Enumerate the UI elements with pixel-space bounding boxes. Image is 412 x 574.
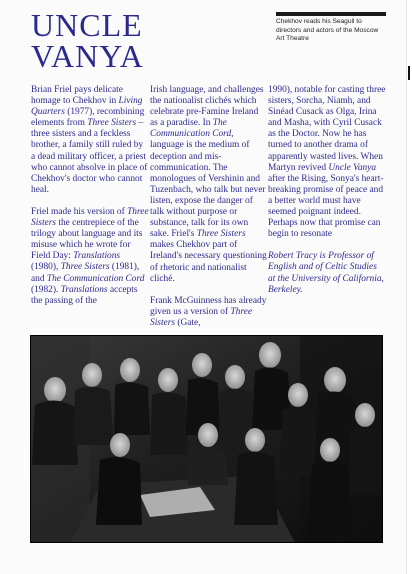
italic-title: Three Sisters xyxy=(87,118,137,129)
photo-illustration xyxy=(30,335,383,543)
text-span: (1982). xyxy=(31,284,61,295)
italic-title: Uncle Vanya xyxy=(328,162,377,173)
photo-caption: Chekhov reads his Seagull to directors and actors of the Moscow Art Theatre xyxy=(276,18,379,42)
paragraph xyxy=(268,85,386,240)
italic-title: Translations xyxy=(60,284,108,295)
italic-title: Living Quarters xyxy=(31,96,143,118)
text-span: (1981), and xyxy=(31,262,140,284)
text-span: – three sisters and a feckless brother, a family still ruled by a dead military officer, a priest who cannot absolve in place of Chekhov's doctor who cannot heal. xyxy=(31,118,148,195)
title-line-2: VANYA xyxy=(31,38,144,74)
text-span: , language is the medium of deception and mis-communication. The monologues of Vershinin and Tuzenbach, who talk but never listen, expose the danger of talk without purpose or substance, talk for its own sake. Friel's xyxy=(150,129,266,240)
text-span: makes Chekhov part of Ireland's necessary questioning of rhetoric and nationalist cliché. xyxy=(150,240,267,284)
italic-title: Three Sisters xyxy=(60,262,110,273)
text-column-3 xyxy=(268,85,386,307)
text-column-2 xyxy=(150,85,268,340)
paragraph xyxy=(31,85,149,196)
italic-title: Three Sisters xyxy=(196,229,246,240)
text-span: accepts the passing of the xyxy=(31,284,138,306)
text-span: (Gate, xyxy=(175,317,201,328)
paragraph xyxy=(31,207,149,307)
text-span: the centrepiece of the trilogy about language and its misuse which he wrote for Field Day: xyxy=(31,218,143,262)
text-span: (1980), xyxy=(31,262,61,273)
page-edge-mark xyxy=(408,66,410,80)
historical-photo xyxy=(30,335,383,543)
text-span: after the Rising, Sonya's heart-breaking promise of peace and a better world must have seemed poignant indeed. Perhaps now that promise can begin to resonate xyxy=(268,173,384,240)
italic-title: Translations xyxy=(73,251,121,262)
text-span: Frank McGuinness has already given us a version of xyxy=(150,295,267,317)
text-span: Friel made his version of xyxy=(31,206,128,217)
italic-title: The Communication Cord xyxy=(46,273,145,284)
text-span: 1990), notable for casting three sisters, Sorcha, Niamh, and Sinéad Cusack as Olga, Irina and Masha, with Cyril Cusack as the Doctor. Now he has turned to another drama of apparently wasted lives. When Martyn revived xyxy=(268,85,386,173)
italic-title: The Communication Cord xyxy=(150,118,232,140)
italic-title: Three Sisters xyxy=(31,206,149,229)
title-line-1: UNCLE xyxy=(31,7,143,43)
paragraph xyxy=(150,85,268,285)
text-span: (1977), recombining elements from xyxy=(31,107,145,129)
text-column-1 xyxy=(31,85,149,318)
author-bio: Robert Tracy is Professor of English and of Celtic Studies at the University of California, Berkeley. xyxy=(268,251,384,295)
text-span: Brian Friel pays delicate homage to Chekhov in xyxy=(31,85,123,107)
text-span: Irish language, and challenges the nationalist clichés which celebrate pre-Famine Ireland as a paradise. In xyxy=(150,85,264,129)
paragraph xyxy=(150,296,268,329)
caption-rule xyxy=(276,12,386,16)
italic-title: Three Sisters xyxy=(150,306,252,328)
page-title xyxy=(31,7,156,74)
